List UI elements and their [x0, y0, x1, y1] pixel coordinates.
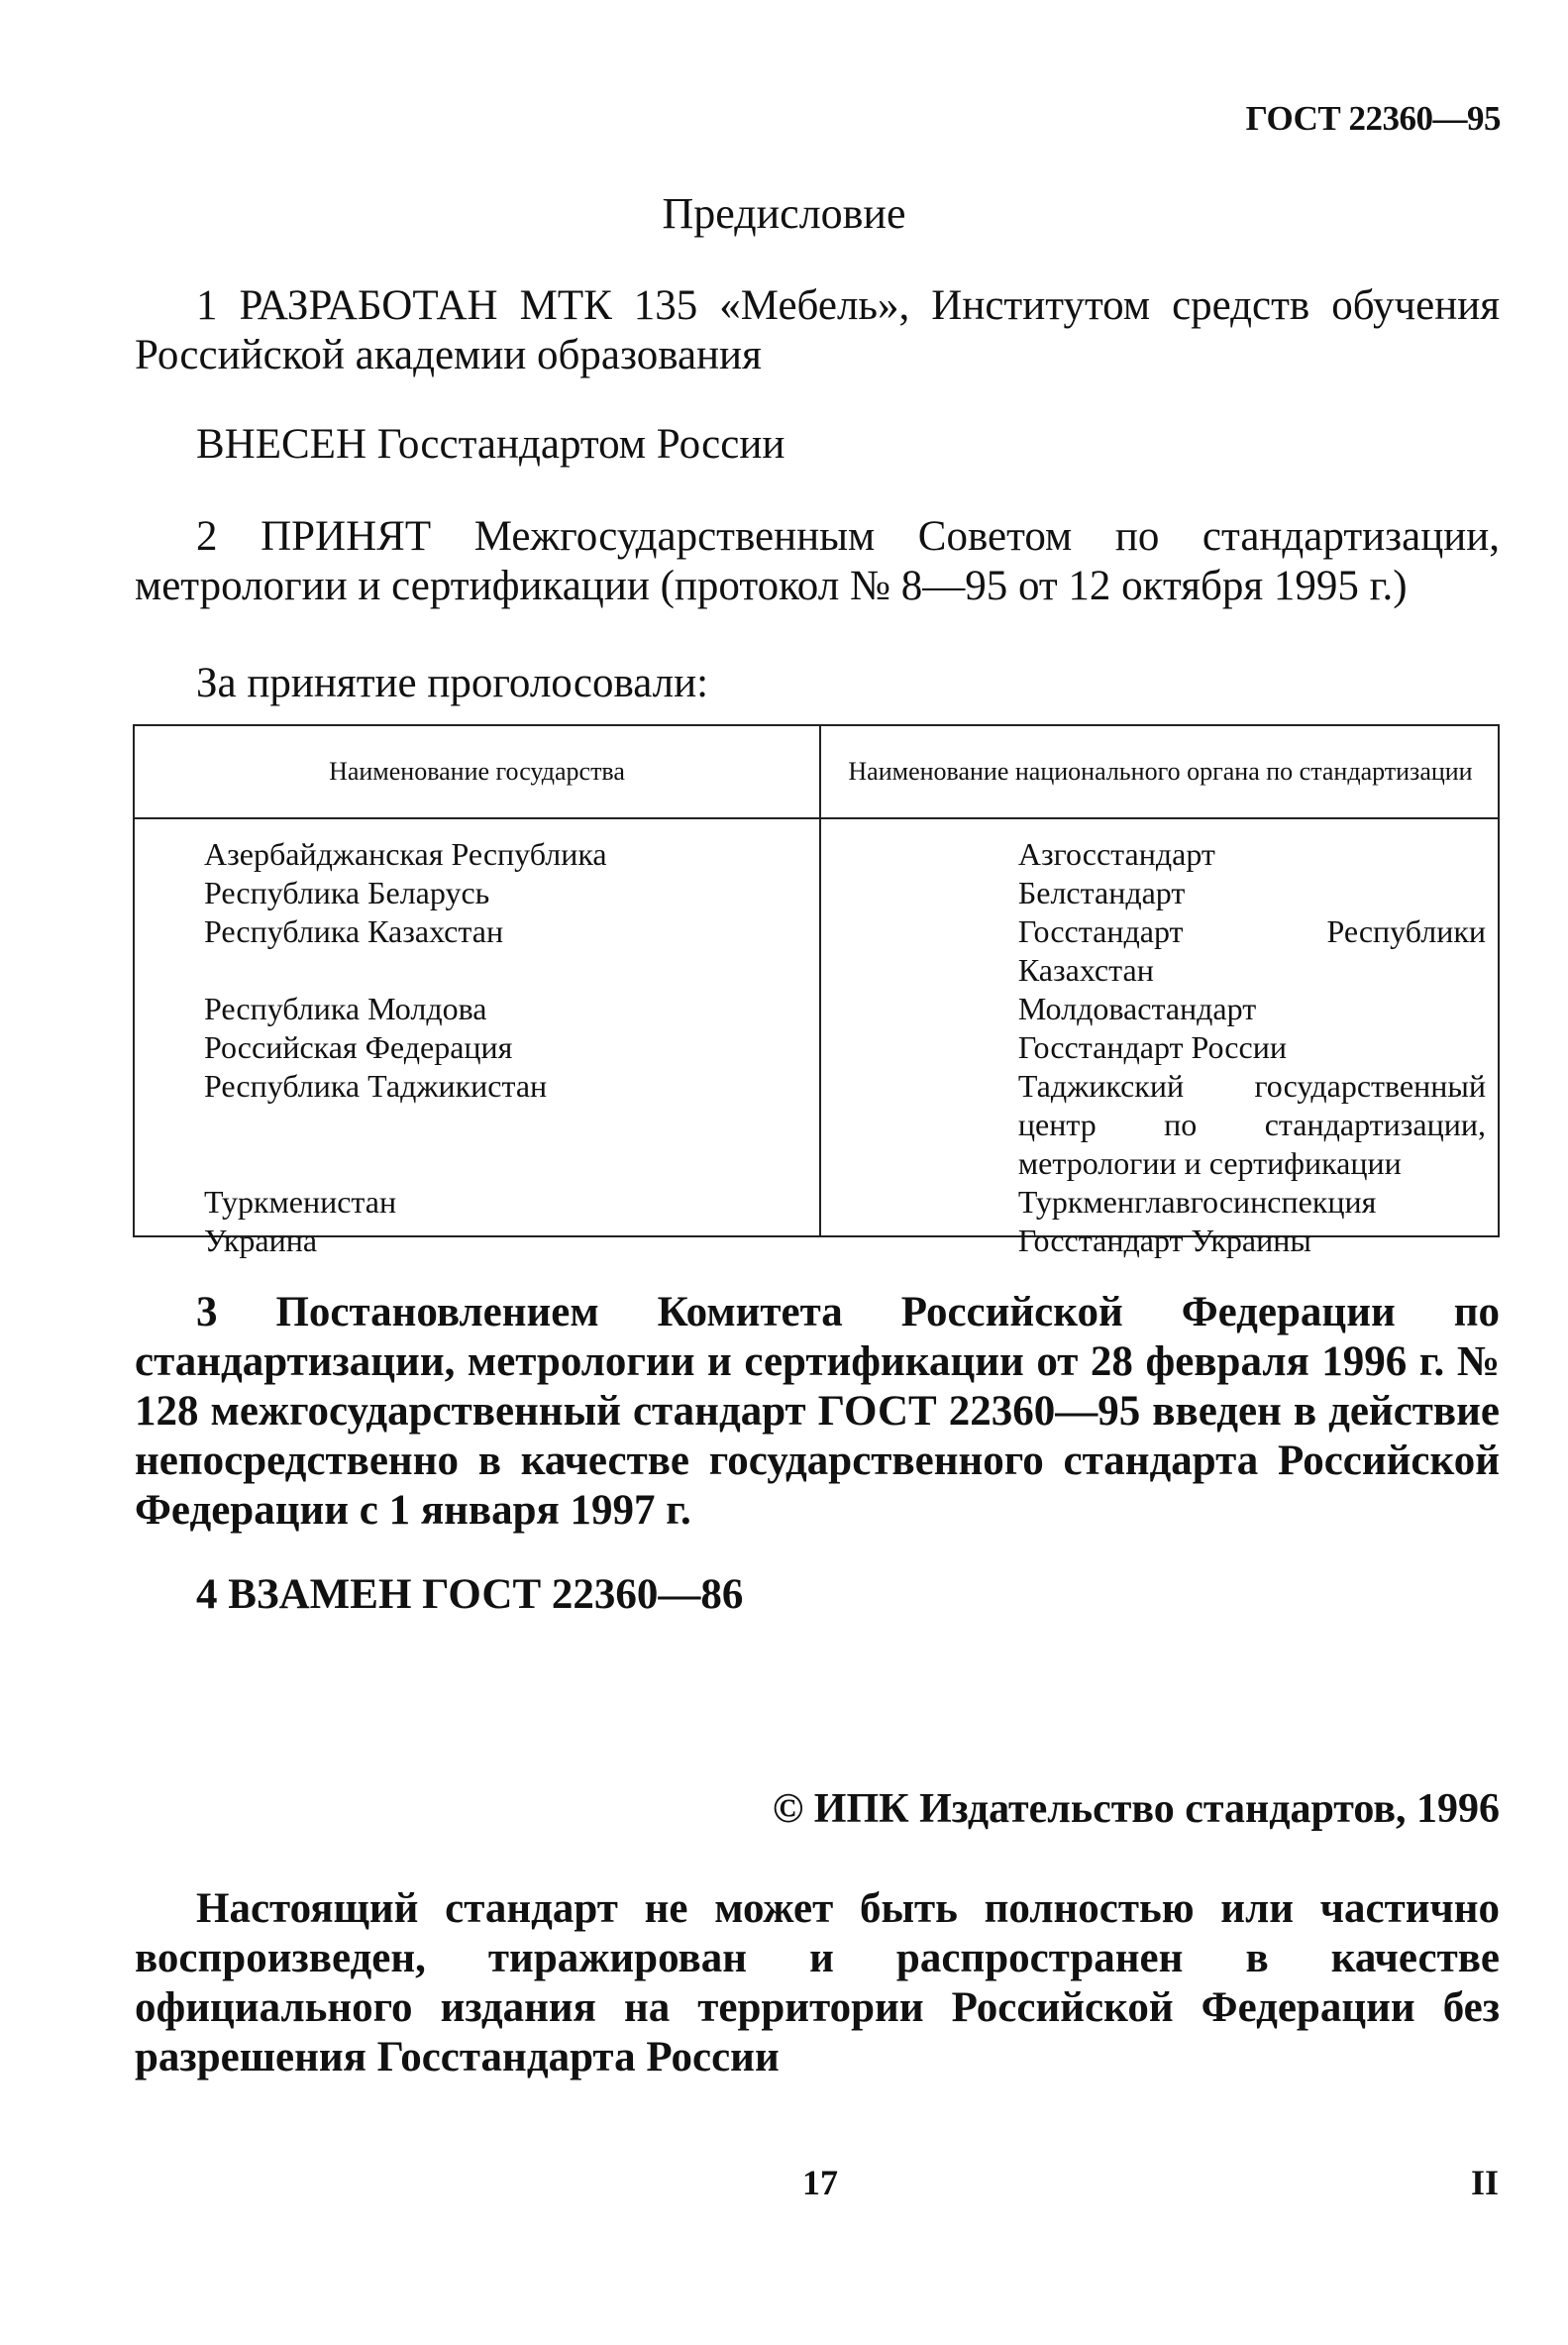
standards-body-cell: Таджикский государственный центр по стандартизации, метрологии и сертификации [1017, 1068, 1486, 1181]
section-adopted: 2 ПРИНЯТ Межгосударственным Советом по стандартизации, метрологии и сертификации (протокол № 8—95 от 12 октября 1995 г.) [135, 513, 1500, 609]
state-cell: Республика Таджикистан [204, 1068, 548, 1104]
page-title: Предисловие [662, 189, 906, 238]
table-row [135, 1222, 1498, 1260]
section-decree: 3 Постановлением Комитета Российской Федерации по стандартизации, метрологии и сертификации от 28 февраля 1996 г. № 128 межгосударственный стандарт ГОСТ 22360—95 введен в действие непосредственно в качестве государственного стандарта Российской Федерации с 1 января 1997 г. [135, 1289, 1500, 1534]
table-row [135, 1183, 1498, 1222]
table-header-state: Наименование государства [329, 757, 625, 786]
standards-body-cell: Госстандарт Украины [1017, 1223, 1311, 1258]
voted-intro: За принятие проголосовали: [196, 660, 709, 706]
state-cell: Республика Казахстан [204, 913, 504, 949]
standards-body-cell: Госстандарт России [1017, 1029, 1287, 1065]
section-introduced: ВНЕСЕН Госстандартом России [196, 421, 785, 468]
state-cell: Туркменистан [204, 1184, 397, 1220]
state-cell: Республика Беларусь [204, 875, 490, 910]
standards-body-cell: Азгосстандарт [1017, 836, 1215, 872]
table-header-standards-body: Наименование национального органа по стандартизации [848, 757, 1473, 786]
reproduction-notice: Настоящий стандарт не может быть полностью или частично воспроизведен, тиражирован и распространен в качестве официального издания на территории Российской Федерации без разрешения Госстандарта России [135, 1885, 1500, 2080]
state-cell: Азербайджанская Республика [204, 836, 607, 872]
table-row [135, 835, 1498, 874]
sheet-mark: II [1470, 2163, 1499, 2202]
table-row [135, 912, 1498, 990]
standards-body-cell: Белстандарт [1017, 875, 1186, 910]
standards-body-cell: Молдовастандарт [1017, 991, 1257, 1026]
copyright-notice: © ИПК Издательство стандартов, 1996 [772, 1786, 1500, 1832]
state-cell: Республика Молдова [204, 991, 487, 1026]
standards-body-cell: Туркменглавгосинспекция [1017, 1184, 1377, 1220]
table-row [135, 990, 1498, 1028]
table-body [135, 835, 1498, 1260]
table-row [135, 1067, 1498, 1183]
table-row [135, 1028, 1498, 1067]
state-cell: Российская Федерация [204, 1029, 513, 1065]
section-developed: 1 РАЗРАБОТАН МТК 135 «Мебель», Институтом средств обучения Российской академии образования [135, 282, 1500, 378]
document-code: ГОСТ 22360—95 [1245, 99, 1501, 138]
standards-body-cell: Госстандарт Республики Казахстан [1017, 913, 1486, 988]
page-number: 17 [802, 2163, 838, 2202]
table-row [135, 874, 1498, 912]
header-divider [135, 817, 1498, 819]
voting-table [133, 724, 1500, 1258]
state-cell: Украина [204, 1223, 318, 1258]
section-replaces: 4 ВЗАМЕН ГОСТ 22360—86 [196, 1571, 744, 1618]
